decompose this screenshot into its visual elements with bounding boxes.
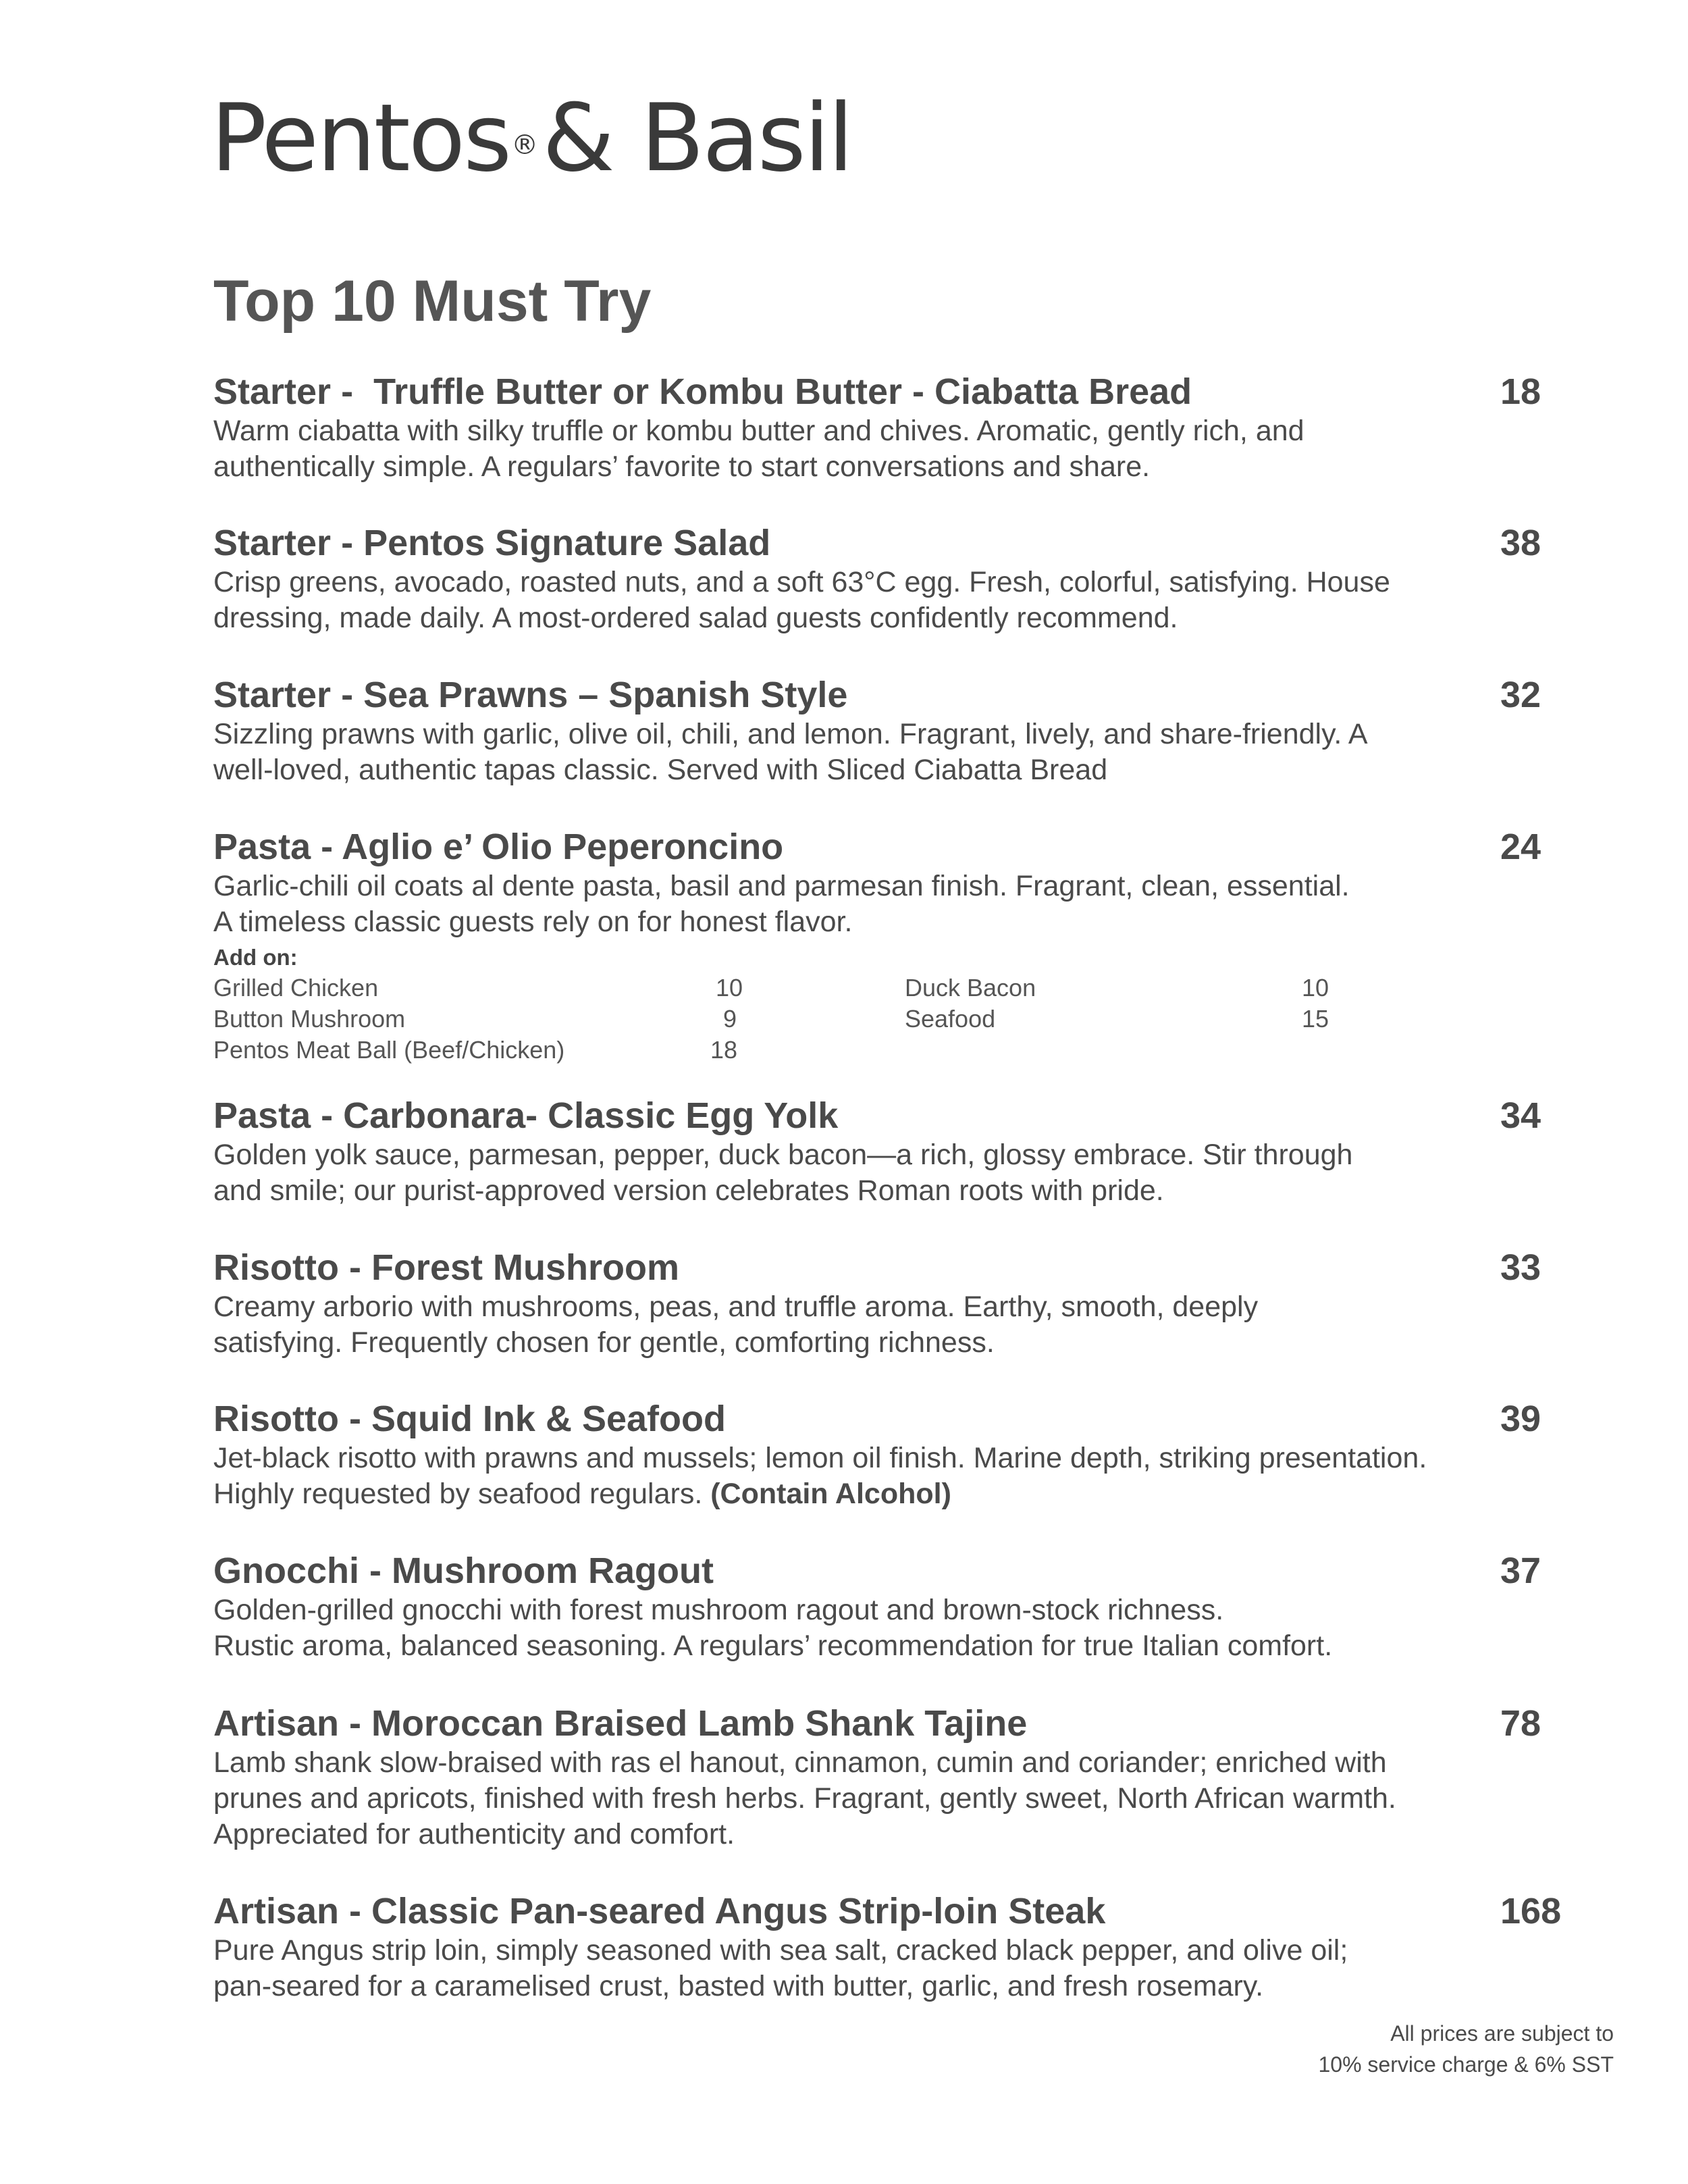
menu-item [213,1094,1557,1209]
menu-item-header [213,1702,1557,1745]
description-line: authentically simple. A regulars’ favorite to start conversations and share. [213,450,1151,483]
description-line: Creamy arborio with mushrooms, peas, and truffle aroma. Earthy, smooth, deeply [213,1291,1259,1323]
addon-name: Pentos Meat Ball (Beef/Chicken) [213,1036,565,1064]
menu-item-name: Pasta - Aglio e’ Olio Peperoncino [213,827,784,867]
menu-item [213,1246,1557,1361]
menu-item-header [213,1246,1557,1289]
description-line: Jet-black risotto with prawns and mussels; lemon oil finish. Marine depth, striking presentation. [213,1442,1427,1474]
menu-item-name: Artisan - Moroccan Braised Lamb Shank Tajine [213,1703,1028,1744]
menu-item-name: Artisan - Classic Pan-seared Angus Strip-loin Steak [213,1891,1106,1931]
menu-item-description [213,1289,1557,1361]
menu-item-header [213,673,1557,717]
menu-item-name: Starter - Pentos Signature Salad [213,523,771,563]
description-line: Garlic-chili oil coats al dente pasta, basil and parmesan finish. Fragrant, clean, essential. [213,870,1350,902]
description-line: Crisp greens, avocado, roasted nuts, and a soft 63°C egg. Fresh, colorful, satisfying. House [213,566,1390,598]
description-line: Warm ciabatta with silky truffle or kombu butter and chives. Aromatic, gently rich, and [213,415,1304,447]
description-text: Highly requested by seafood regulars. [213,1478,711,1510]
description-line [213,1476,1557,1512]
addon-price: 15 [1302,1005,1329,1033]
addon-price: 10 [1302,974,1329,1002]
addon-price: 18 [710,1036,738,1064]
menu-item-description [213,1440,1557,1512]
menu-item-price: 34 [1500,1095,1541,1136]
menu-item-name: Gnocchi - Mushroom Ragout [213,1551,714,1591]
footnote-line: 10% service charge & 6% SST [1318,2052,1614,2077]
description-line: Lamb shank slow-braised with ras el hanout, cinnamon, cumin and coriander; enriched with [213,1746,1387,1779]
menu-item-description [213,1933,1557,2004]
brand-name-part1: Pentos [211,84,510,192]
menu-item [213,1890,1562,2004]
registered-mark: ® [511,130,539,161]
menu-item-name: Starter - Sea Prawns – Spanish Style [213,675,848,715]
description-line: Sizzling prawns with garlic, olive oil, chili, and lemon. Fragrant, lively, and share-friendly. A [213,718,1368,750]
description-line: Golden-grilled gnocchi with forest mushroom ragout and brown-stock richness. [213,1594,1224,1626]
menu-item-price: 39 [1500,1399,1541,1439]
menu-item-name: Starter - Truffle Butter or Kombu Butter - Ciabatta Bread [213,371,1192,412]
menu-item-price: 18 [1500,371,1541,412]
menu-item-name: Risotto - Squid Ink & Seafood [213,1399,726,1439]
menu-item-header [213,1549,1557,1592]
menu-item-description [213,565,1557,636]
addon-name: Seafood [905,1005,996,1033]
menu-item-description [213,717,1557,788]
addon-row [213,972,1564,1004]
description-line: prunes and apricots, finished with fresh herbs. Fragrant, gently sweet, North African warmth. [213,1782,1396,1815]
menu-item-header [213,1890,1562,1933]
description-line: Pure Angus strip loin, simply seasoned with sea salt, cracked black pepper, and olive oil; [213,1934,1348,1967]
description-line: A timeless classic guests rely on for honest flavor. [213,906,853,938]
addon-row [213,1004,1564,1035]
menu-item-price: 38 [1500,523,1541,563]
menu-item-price: 78 [1500,1703,1541,1744]
addon-heading: Add on: [213,945,298,970]
menu-item-name: Risotto - Forest Mushroom [213,1247,679,1288]
menu-item-price: 24 [1500,827,1541,867]
addon-name: Button Mushroom [213,1005,406,1033]
menu-item-price: 33 [1500,1247,1541,1288]
menu-item-price: 168 [1500,1891,1562,1931]
description-line: and smile; our purist-approved version celebrates Roman roots with pride. [213,1174,1164,1207]
addon-row [213,1035,1564,1066]
addon-price: 9 [723,1005,737,1033]
menu-item-description [213,1745,1557,1852]
footnote-line: All prices are subject to [1390,2021,1614,2046]
menu-item-price: 32 [1500,675,1541,715]
menu-item-header [213,521,1557,565]
description-line: dressing, made daily. A most-ordered salad guests confidently recommend. [213,602,1178,634]
menu-item [213,1702,1557,1852]
menu-item-header [213,1397,1557,1440]
menu-item-name: Pasta - Carbonara- Classic Egg Yolk [213,1095,839,1136]
menu-item-description [213,413,1557,485]
addon-list [213,972,1557,1066]
brand-name-part2: & Basil [542,84,852,192]
menu-item-header [213,370,1557,413]
menu-item-description [213,1137,1557,1209]
description-line: Rustic aroma, balanced seasoning. A regulars’ recommendation for true Italian comfort. [213,1630,1333,1662]
addon-name: Grilled Chicken [213,974,379,1002]
menu-item [213,1549,1557,1664]
menu-item-header [213,825,1557,868]
menu-item-description [213,1592,1557,1664]
addon-name: Duck Bacon [905,974,1036,1002]
menu-item [213,673,1557,788]
price-footnote [1318,2018,1614,2080]
description-line: Appreciated for authenticity and comfort. [213,1818,735,1850]
addon-price: 10 [716,974,743,1002]
menu-item [213,1397,1557,1512]
menu-item-description [213,868,1557,940]
menu-item [213,521,1557,636]
description-line: well-loved, authentic tapas classic. Served with Sliced Ciabatta Bread [213,754,1108,786]
menu-item-header [213,1094,1557,1137]
section-title: Top 10 Must Try [213,269,652,334]
menu-item [213,825,1557,1066]
brand-logo [211,84,852,192]
menu-item [213,370,1557,485]
menu-item-price: 37 [1500,1551,1541,1591]
description-line: satisfying. Frequently chosen for gentle, comforting richness. [213,1326,995,1359]
alcohol-note: (Contain Alcohol) [710,1478,951,1510]
description-line: pan-seared for a caramelised crust, basted with butter, garlic, and fresh rosemary. [213,1970,1264,2002]
description-line: Golden yolk sauce, parmesan, pepper, duck bacon—a rich, glossy embrace. Stir through [213,1139,1353,1171]
